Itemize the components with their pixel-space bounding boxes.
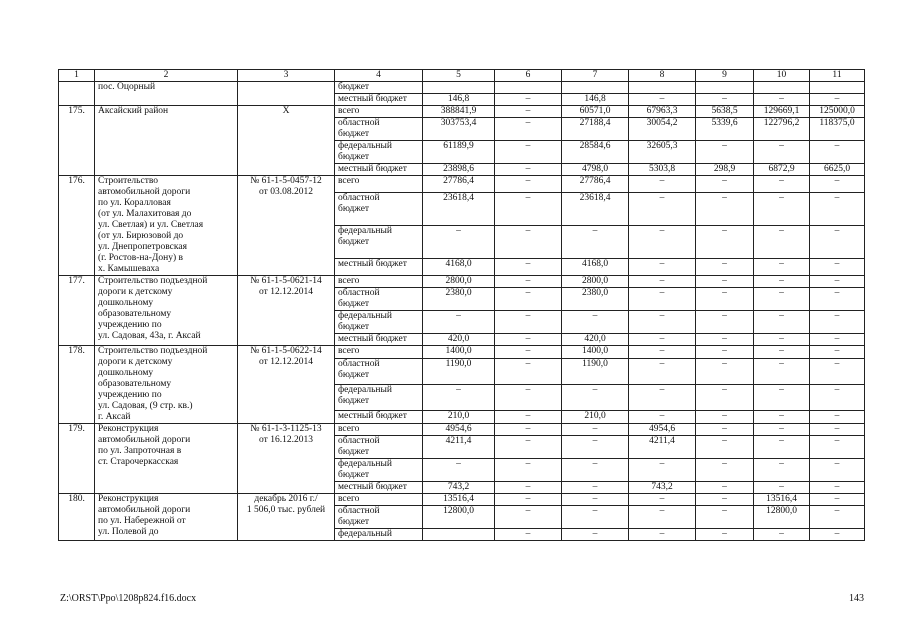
funding-source: всего xyxy=(335,176,423,193)
row-number: 177. xyxy=(59,276,95,346)
value-cell: – xyxy=(810,529,865,541)
value-cell: – xyxy=(629,193,696,226)
funding-source: всего xyxy=(335,276,423,288)
row-number: 179. xyxy=(59,424,95,494)
object-name: Реконструкция автомобильной дороги по ул. Набережной от ул. Полевой до xyxy=(95,494,238,541)
funding-source: федеральный бюджет xyxy=(335,141,423,164)
table-row xyxy=(59,176,865,193)
funding-source: федеральный бюджет xyxy=(335,384,423,410)
value-cell: – xyxy=(810,311,865,334)
funding-source: областной бюджет xyxy=(335,436,423,459)
funding-source: областной бюджет xyxy=(335,506,423,529)
value-cell: 2380,0 xyxy=(562,288,629,311)
header-cell: 7 xyxy=(562,70,629,82)
value-cell: – xyxy=(754,436,810,459)
table-row xyxy=(59,346,865,359)
row-number: 176. xyxy=(59,176,95,276)
value-cell: – xyxy=(696,276,754,288)
header-cell: 3 xyxy=(238,70,335,82)
value-cell: 13516,4 xyxy=(754,494,810,506)
value-cell: 146,8 xyxy=(423,94,495,106)
value-cell: – xyxy=(696,482,754,494)
value-cell: – xyxy=(810,436,865,459)
value-cell: 1400,0 xyxy=(423,346,495,359)
value-cell: 23618,4 xyxy=(423,193,495,226)
value-cell: – xyxy=(562,482,629,494)
value-cell: 4168,0 xyxy=(562,258,629,275)
budget-table xyxy=(58,69,865,541)
value-cell: – xyxy=(495,346,562,359)
value-cell: – xyxy=(810,359,865,385)
value-cell: – xyxy=(810,384,865,410)
value-cell: – xyxy=(754,94,810,106)
row-number: 175. xyxy=(59,106,95,176)
document-ref: № 61-1-5-0622-14 от 12.12.2014 xyxy=(238,346,335,424)
value-cell xyxy=(423,529,495,541)
value-cell: 1190,0 xyxy=(562,359,629,385)
funding-source: местный бюджет xyxy=(335,94,423,106)
row-number: 178. xyxy=(59,346,95,424)
value-cell: – xyxy=(629,359,696,385)
funding-source: местный бюджет xyxy=(335,258,423,275)
value-cell xyxy=(423,82,495,94)
header-cell: 6 xyxy=(495,70,562,82)
value-cell: – xyxy=(754,193,810,226)
value-cell: – xyxy=(495,118,562,141)
value-cell: – xyxy=(810,176,865,193)
value-cell: – xyxy=(696,288,754,311)
value-cell: – xyxy=(495,276,562,288)
value-cell: – xyxy=(423,311,495,334)
value-cell: – xyxy=(495,436,562,459)
value-cell: – xyxy=(629,494,696,506)
value-cell: – xyxy=(754,384,810,410)
value-cell: – xyxy=(562,529,629,541)
value-cell: 5339,6 xyxy=(696,118,754,141)
object-name: Реконструкция автомобильной дороги по ул. Запроточная в ст. Старочеркасская xyxy=(95,424,238,494)
value-cell: – xyxy=(754,529,810,541)
value-cell: – xyxy=(495,334,562,346)
value-cell: – xyxy=(696,506,754,529)
value-cell: 210,0 xyxy=(423,410,495,423)
value-cell: – xyxy=(495,311,562,334)
value-cell: – xyxy=(495,482,562,494)
value-cell: – xyxy=(629,506,696,529)
table-body xyxy=(59,70,865,541)
table-row xyxy=(59,424,865,436)
row-number: 180. xyxy=(59,494,95,541)
value-cell: – xyxy=(696,436,754,459)
funding-source: областной бюджет xyxy=(335,359,423,385)
value-cell: 4798,0 xyxy=(562,164,629,176)
value-cell: – xyxy=(754,334,810,346)
value-cell: – xyxy=(495,494,562,506)
value-cell: – xyxy=(495,176,562,193)
page-number: 143 xyxy=(849,593,864,604)
value-cell: – xyxy=(810,424,865,436)
value-cell xyxy=(810,82,865,94)
value-cell: – xyxy=(495,529,562,541)
value-cell: 60571,0 xyxy=(562,106,629,118)
document-ref: № 61-1-3-1125-13 от 16.12.2013 xyxy=(238,424,335,494)
value-cell: – xyxy=(810,494,865,506)
funding-source: федеральный бюджет xyxy=(335,225,423,258)
header-cell: 5 xyxy=(423,70,495,82)
value-cell: – xyxy=(423,384,495,410)
value-cell: 28584,6 xyxy=(562,141,629,164)
value-cell: 743,2 xyxy=(423,482,495,494)
value-cell: – xyxy=(810,482,865,494)
value-cell: – xyxy=(754,359,810,385)
document-ref: № 61-1-5-0457-12 от 03.08.2012 xyxy=(238,176,335,276)
value-cell: – xyxy=(495,359,562,385)
value-cell: – xyxy=(696,424,754,436)
object-name: Строительство автомобильной дороги по ул. Коралловая (от ул. Малахитовая до ул. Светлая) и ул. Светлая (от ул. Бирюзовой до ул. Днепропетровская (г. Ростов-на-Дону) в х. Камышеваха xyxy=(95,176,238,276)
value-cell: 4211,4 xyxy=(629,436,696,459)
value-cell: 67963,3 xyxy=(629,106,696,118)
value-cell: – xyxy=(629,288,696,311)
funding-source: федеральный бюджет xyxy=(335,311,423,334)
value-cell: – xyxy=(754,346,810,359)
value-cell: 4168,0 xyxy=(423,258,495,275)
value-cell: 23618,4 xyxy=(562,193,629,226)
table-row xyxy=(59,276,865,288)
value-cell: – xyxy=(754,424,810,436)
value-cell: – xyxy=(423,225,495,258)
value-cell: – xyxy=(754,459,810,482)
value-cell: 2380,0 xyxy=(423,288,495,311)
value-cell: – xyxy=(495,424,562,436)
value-cell: – xyxy=(810,225,865,258)
funding-source: всего xyxy=(335,424,423,436)
value-cell: – xyxy=(754,225,810,258)
value-cell: 4954,6 xyxy=(423,424,495,436)
value-cell: – xyxy=(754,410,810,423)
value-cell: – xyxy=(495,410,562,423)
value-cell: 12800,0 xyxy=(754,506,810,529)
value-cell: – xyxy=(810,193,865,226)
value-cell: – xyxy=(629,176,696,193)
value-cell: – xyxy=(629,334,696,346)
value-cell: – xyxy=(696,334,754,346)
value-cell xyxy=(754,82,810,94)
funding-source: всего xyxy=(335,346,423,359)
value-cell: 5638,5 xyxy=(696,106,754,118)
value-cell: 2800,0 xyxy=(562,276,629,288)
value-cell: 210,0 xyxy=(562,410,629,423)
value-cell: – xyxy=(495,164,562,176)
table-row xyxy=(59,494,865,506)
value-cell: – xyxy=(696,94,754,106)
value-cell: – xyxy=(495,225,562,258)
value-cell: – xyxy=(495,459,562,482)
value-cell: – xyxy=(754,276,810,288)
object-name: Строительство подъездной дороги к детскому дошкольному образовательному учреждению по ул. Садовая, (9 стр. кв.) г. Аксай xyxy=(95,346,238,424)
value-cell: – xyxy=(495,193,562,226)
document-ref: № 61-1-5-0621-14 от 12.12.2014 xyxy=(238,276,335,346)
value-cell: – xyxy=(696,459,754,482)
value-cell: 118375,0 xyxy=(810,118,865,141)
value-cell: – xyxy=(696,346,754,359)
header-cell: 8 xyxy=(629,70,696,82)
value-cell: 388841,9 xyxy=(423,106,495,118)
value-cell: 5303,8 xyxy=(629,164,696,176)
value-cell: – xyxy=(810,288,865,311)
value-cell: 61189,9 xyxy=(423,141,495,164)
value-cell: – xyxy=(810,276,865,288)
value-cell: – xyxy=(696,141,754,164)
value-cell: – xyxy=(696,176,754,193)
value-cell: – xyxy=(629,529,696,541)
value-cell xyxy=(495,82,562,94)
row-number xyxy=(59,82,95,106)
value-cell: – xyxy=(629,94,696,106)
value-cell: – xyxy=(810,141,865,164)
value-cell xyxy=(629,82,696,94)
value-cell: 298,9 xyxy=(696,164,754,176)
funding-source: областной бюджет xyxy=(335,193,423,226)
value-cell: – xyxy=(810,410,865,423)
header-cell: 9 xyxy=(696,70,754,82)
value-cell: – xyxy=(696,311,754,334)
funding-source: местный бюджет xyxy=(335,164,423,176)
funding-source: федеральный xyxy=(335,529,423,541)
funding-source: местный бюджет xyxy=(335,334,423,346)
value-cell: – xyxy=(629,346,696,359)
value-cell: – xyxy=(629,410,696,423)
value-cell: – xyxy=(629,311,696,334)
value-cell: 303753,4 xyxy=(423,118,495,141)
object-name: Строительство подъездной дороги к детскому дошкольному образовательному учреждению по ул. Садовая, 43а, г. Аксай xyxy=(95,276,238,346)
value-cell: – xyxy=(495,106,562,118)
value-cell: – xyxy=(629,276,696,288)
value-cell: – xyxy=(696,193,754,226)
header-cell: 4 xyxy=(335,70,423,82)
value-cell: – xyxy=(754,176,810,193)
value-cell: – xyxy=(754,141,810,164)
header-cell: 2 xyxy=(95,70,238,82)
value-cell xyxy=(696,82,754,94)
value-cell: 122796,2 xyxy=(754,118,810,141)
funding-source: областной бюджет xyxy=(335,118,423,141)
value-cell: 12800,0 xyxy=(423,506,495,529)
value-cell: – xyxy=(696,410,754,423)
header-cell: 10 xyxy=(754,70,810,82)
value-cell: – xyxy=(696,494,754,506)
value-cell: 6625,0 xyxy=(810,164,865,176)
funding-source: бюджет xyxy=(335,82,423,94)
value-cell: – xyxy=(495,258,562,275)
value-cell: 146,8 xyxy=(562,94,629,106)
value-cell: 420,0 xyxy=(423,334,495,346)
value-cell: – xyxy=(562,506,629,529)
value-cell: – xyxy=(562,424,629,436)
value-cell: 4211,4 xyxy=(423,436,495,459)
value-cell: – xyxy=(696,225,754,258)
value-cell: 23898,6 xyxy=(423,164,495,176)
value-cell: – xyxy=(562,225,629,258)
object-name: пос. Оцорный xyxy=(95,82,238,106)
header-cell: 1 xyxy=(59,70,95,82)
value-cell: – xyxy=(423,459,495,482)
value-cell: 30054,2 xyxy=(629,118,696,141)
value-cell: – xyxy=(495,384,562,410)
value-cell: 125000,0 xyxy=(810,106,865,118)
value-cell: 129669,1 xyxy=(754,106,810,118)
value-cell: – xyxy=(562,384,629,410)
header-cell: 11 xyxy=(810,70,865,82)
table-row xyxy=(59,82,865,94)
value-cell: – xyxy=(696,359,754,385)
document-ref: декабрь 2016 г./ 1 506,0 тыс. рублей xyxy=(238,494,335,541)
value-cell: – xyxy=(629,459,696,482)
value-cell: – xyxy=(562,494,629,506)
value-cell xyxy=(562,82,629,94)
value-cell: – xyxy=(562,311,629,334)
value-cell: 1190,0 xyxy=(423,359,495,385)
value-cell: 743,2 xyxy=(629,482,696,494)
file-path: Z:\ORST\Ppo\1208p824.f16.docx xyxy=(60,593,197,604)
object-name: Аксайский район xyxy=(95,106,238,176)
table-row xyxy=(59,106,865,118)
value-cell: – xyxy=(810,346,865,359)
funding-source: областной бюджет xyxy=(335,288,423,311)
value-cell: 2800,0 xyxy=(423,276,495,288)
value-cell: 27188,4 xyxy=(562,118,629,141)
value-cell: – xyxy=(696,258,754,275)
value-cell: – xyxy=(629,225,696,258)
value-cell: – xyxy=(810,94,865,106)
value-cell: 1400,0 xyxy=(562,346,629,359)
value-cell: 27786,4 xyxy=(562,176,629,193)
value-cell: – xyxy=(495,94,562,106)
value-cell: – xyxy=(562,436,629,459)
funding-source: местный бюджет xyxy=(335,482,423,494)
value-cell: 4954,6 xyxy=(629,424,696,436)
value-cell: – xyxy=(754,288,810,311)
value-cell: – xyxy=(495,141,562,164)
value-cell: – xyxy=(562,459,629,482)
value-cell: 32605,3 xyxy=(629,141,696,164)
value-cell: – xyxy=(810,334,865,346)
value-cell: – xyxy=(495,288,562,311)
value-cell: – xyxy=(754,258,810,275)
header-row xyxy=(59,70,865,82)
funding-source: федеральный бюджет xyxy=(335,459,423,482)
value-cell: – xyxy=(810,506,865,529)
funding-source: всего xyxy=(335,106,423,118)
value-cell: – xyxy=(629,384,696,410)
value-cell: – xyxy=(495,506,562,529)
value-cell: – xyxy=(754,311,810,334)
value-cell: – xyxy=(810,258,865,275)
document-ref xyxy=(238,82,335,106)
funding-source: всего xyxy=(335,494,423,506)
value-cell: 6872,9 xyxy=(754,164,810,176)
value-cell: – xyxy=(696,384,754,410)
funding-source: местный бюджет xyxy=(335,410,423,423)
value-cell: – xyxy=(629,258,696,275)
document-ref: Х xyxy=(238,106,335,176)
value-cell: – xyxy=(810,459,865,482)
value-cell: 13516,4 xyxy=(423,494,495,506)
value-cell: 27786,4 xyxy=(423,176,495,193)
value-cell: 420,0 xyxy=(562,334,629,346)
value-cell: – xyxy=(754,482,810,494)
value-cell: – xyxy=(696,529,754,541)
